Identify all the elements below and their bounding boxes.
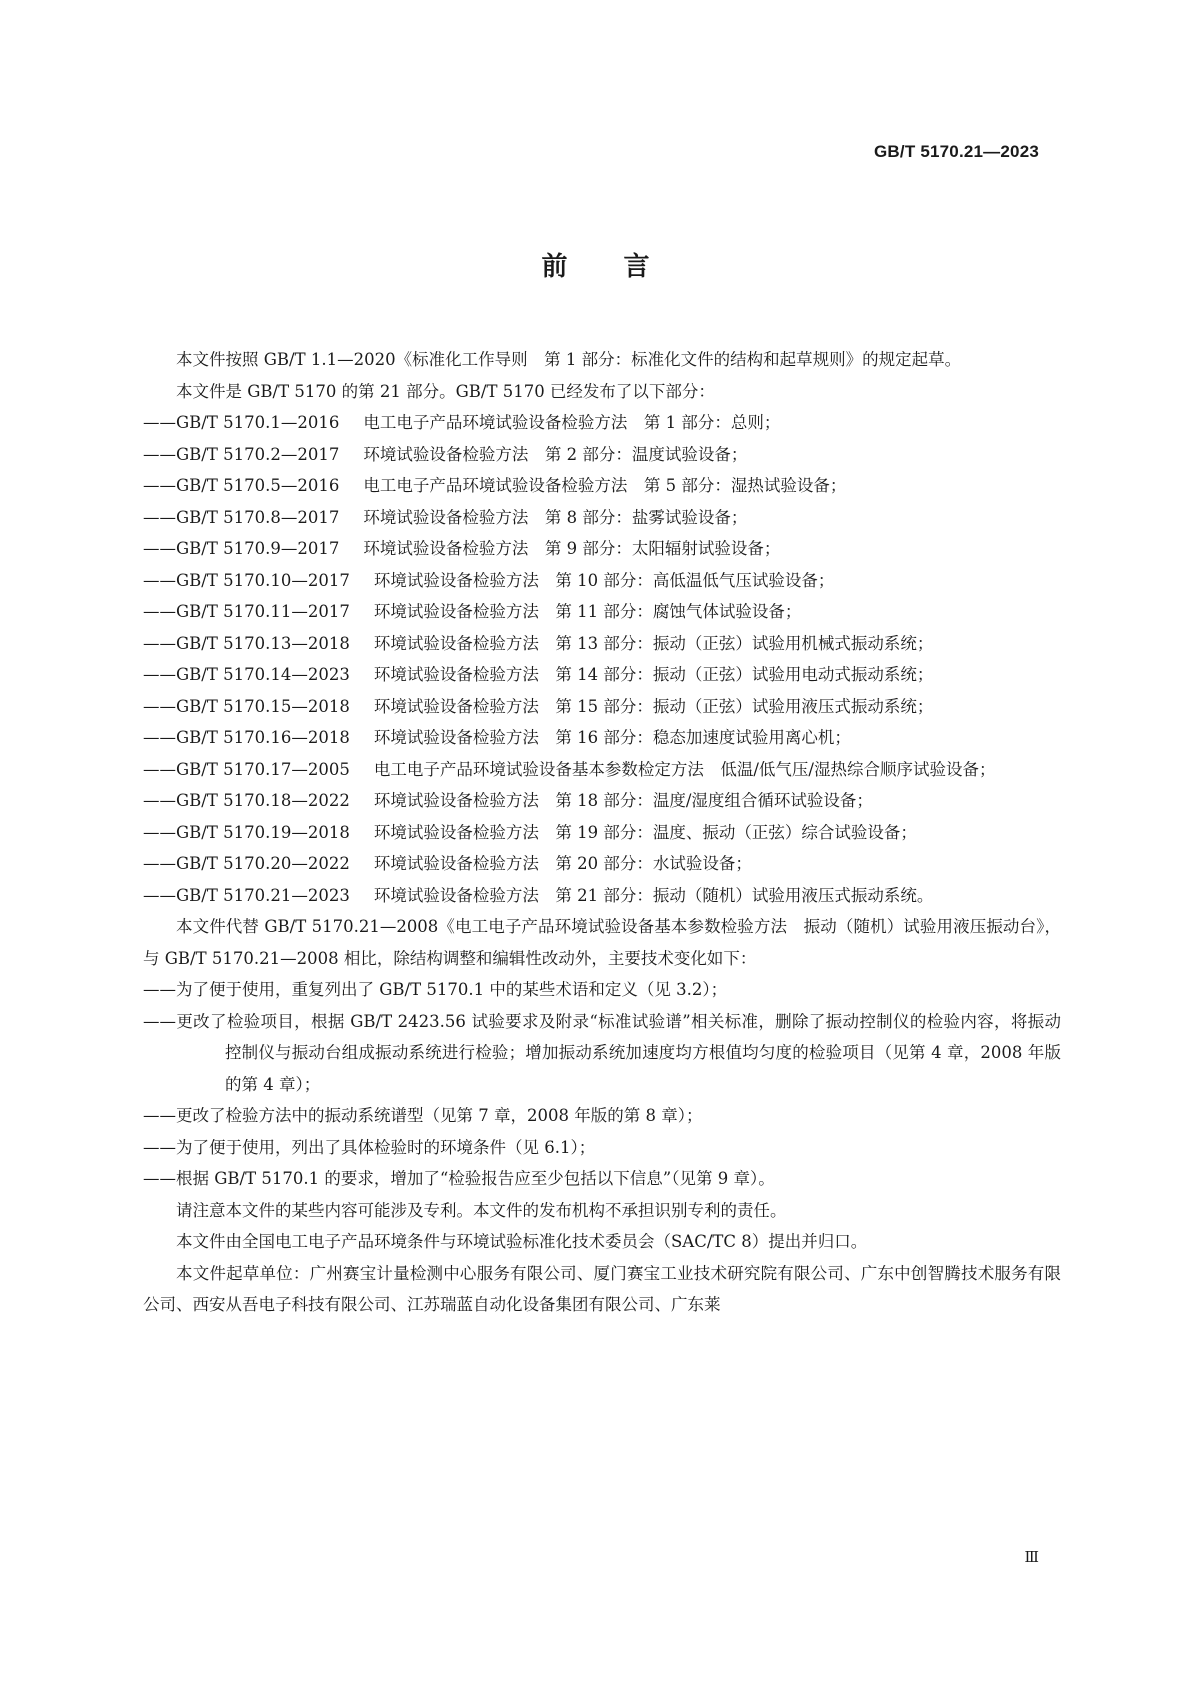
committee-paragraph: 本文件由全国电工电子产品环境条件与环境试验标准化技术委员会（SAC/TC 8）提出并归口。 bbox=[176, 1232, 868, 1251]
list-item: ——GB/T 5170.13—2018 环境试验设备检验方法 第 13 部分：振动（正弦）试验用机械式振动系统； bbox=[143, 633, 934, 653]
list-item: ——GB/T 5170.17—2005 电工电子产品环境试验设备基本参数检定方法 低温/低气压/湿热综合顺序试验设备； bbox=[143, 759, 996, 779]
list-item: ——GB/T 5170.16—2018 环境试验设备检验方法 第 16 部分：稳态加速度试验用离心机； bbox=[143, 728, 851, 747]
drafting-units-paragraph: 本文件起草单位：广州赛宝计量检测中心服务有限公司、厦门赛宝工业技术研究院有限公司、广东中创智腾技术服务有限公司、西安从吾电子科技有限公司、江苏瑞蓝自动化设备集团有限公司、广东莱 bbox=[143, 1263, 1061, 1314]
list-item: ——GB/T 5170.14—2023 环境试验设备检验方法 第 14 部分：振动（正弦）试验用电动式振动系统； bbox=[143, 665, 934, 684]
list-item: ——GB/T 5170.21—2023 环境试验设备检验方法 第 21 部分：振动（随机）试验用液压式振动系统。 bbox=[143, 885, 934, 905]
drafting-basis-paragraph: 本文件按照 GB/T 1.1—2020《标准化工作导则 第 1 部分：标准化文件的结构和起草规则》的规定起草。 bbox=[176, 350, 962, 369]
list-item: ——GB/T 5170.2—2017 环境试验设备检验方法 第 2 部分：温度试验设备； bbox=[143, 444, 748, 464]
list-item: ——GB/T 5170.9—2017 环境试验设备检验方法 第 9 部分：太阳辐射试验设备； bbox=[143, 539, 781, 558]
part-of-series-paragraph: 本文件是 GB/T 5170 的第 21 部分。GB/T 5170 已经发布了以下部分： bbox=[176, 381, 715, 401]
list-item: ——为了便于使用，重复列出了 GB/T 5170.1 中的某些术语和定义（见 3.2）； bbox=[143, 980, 728, 999]
list-item: ——GB/T 5170.19—2018 环境试验设备检验方法 第 19 部分：温度、振动（正弦）综合试验设备； bbox=[143, 822, 917, 842]
page-title: 前言 bbox=[541, 252, 706, 282]
list-item: ——GB/T 5170.10—2017 环境试验设备检验方法 第 10 部分：高低温低气压试验设备； bbox=[143, 570, 835, 590]
list-item: ——GB/T 5170.1—2016 电工电子产品环境试验设备检验方法 第 1 部分：总则； bbox=[143, 413, 781, 432]
published-parts-list bbox=[143, 407, 1061, 911]
list-item: ——GB/T 5170.18—2022 环境试验设备检验方法 第 18 部分：温度/湿度组合循环试验设备； bbox=[143, 791, 873, 810]
list-item: ——GB/T 5170.15—2018 环境试验设备检验方法 第 15 部分：振动（正弦）试验用液压式振动系统； bbox=[143, 696, 934, 716]
list-item: ——GB/T 5170.5—2016 电工电子产品环境试验设备检验方法 第 5 部分：湿热试验设备； bbox=[143, 476, 847, 495]
list-item: ——GB/T 5170.11—2017 环境试验设备检验方法 第 11 部分：腐蚀气体试验设备； bbox=[143, 602, 802, 621]
list-item: ——根据 GB/T 5170.1 的要求，增加了“检验报告应至少包括以下信息”（见第 9 章）。 bbox=[143, 1169, 775, 1188]
replacement-paragraph: 本文件代替 GB/T 5170.21—2008《电工电子产品环境试验设备基本参数检验方法 振动（随机）试验用液压振动台》，与 GB/T 5170.21—2008 相比，除结构调整和编辑性改动外，主要技术变化如下： bbox=[143, 917, 1061, 968]
list-item: ——GB/T 5170.20—2022 环境试验设备检验方法 第 20 部分：水试验设备； bbox=[143, 854, 752, 873]
technical-changes-list bbox=[143, 974, 1061, 1195]
page-number: Ⅲ bbox=[1024, 1548, 1039, 1566]
standard-code: GB/T 5170.21—2023 bbox=[874, 142, 1039, 161]
patent-notice-paragraph: 请注意本文件的某些内容可能涉及专利。本文件的发布机构不承担识别专利的责任。 bbox=[176, 1200, 787, 1220]
list-item: ——更改了检验方法中的振动系统谱型（见第 7 章，2008 年版的第 8 章）； bbox=[143, 1106, 703, 1125]
list-item: ——GB/T 5170.8—2017 环境试验设备检验方法 第 8 部分：盐雾试验设备； bbox=[143, 507, 748, 527]
list-item: ——为了便于使用，列出了具体检验时的环境条件（见 6.1）； bbox=[143, 1137, 596, 1157]
foreword-body bbox=[143, 344, 1061, 1321]
list-item: ——更改了检验项目，根据 GB/T 2423.56 试验要求及附录“标准试验谱”相关标准，删除了振动控制仪的检验内容，将振动控制仪与振动台组成振动系统进行检验；增加振动系统加速度均方根值均匀度的检验项目（见第 4 章，2008 年版的第 4 章）； bbox=[143, 1011, 1061, 1094]
